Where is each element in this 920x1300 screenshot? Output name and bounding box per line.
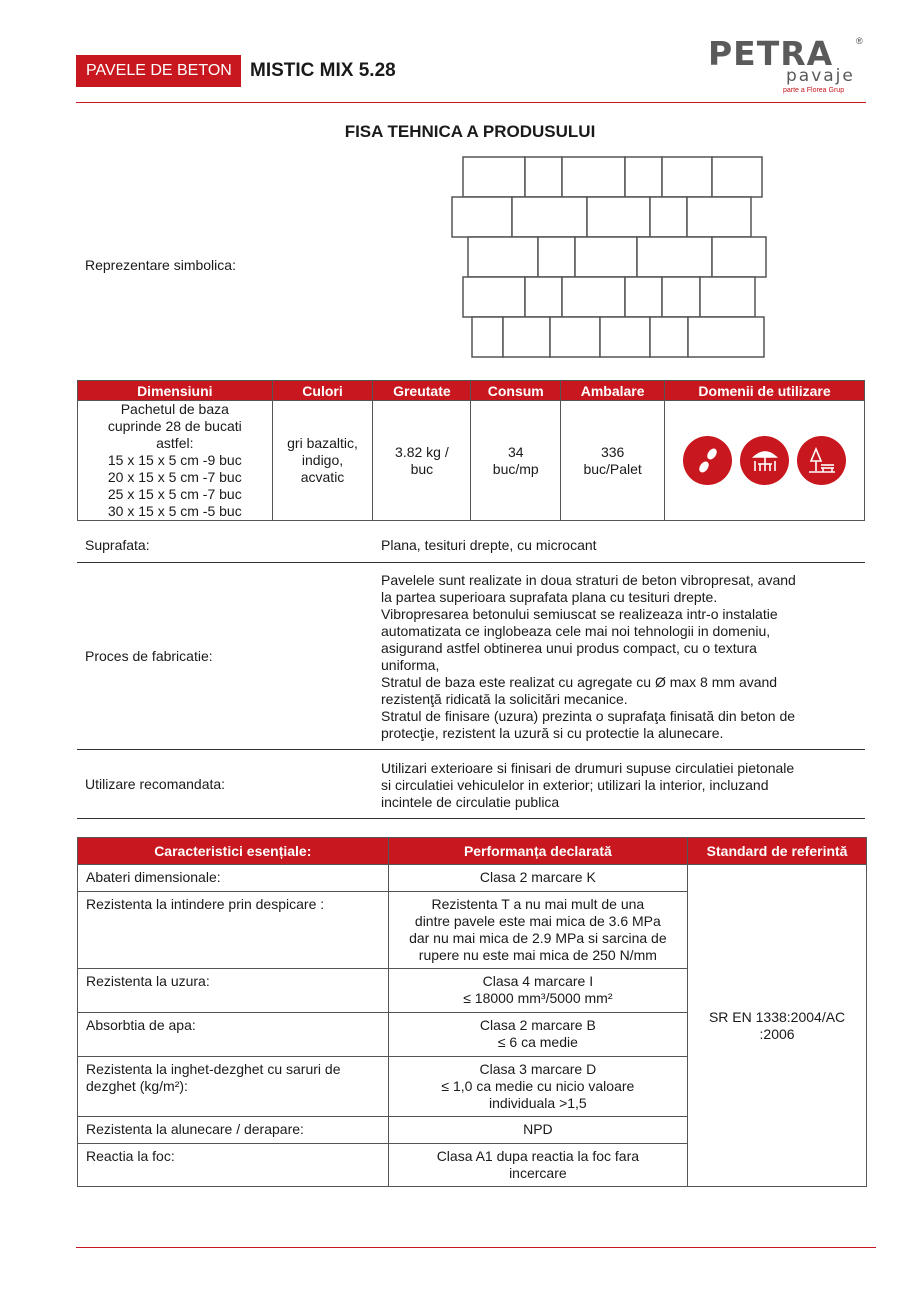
performance-text: rupere nu este mai mica de 250 N/mm bbox=[418, 947, 657, 963]
performance-text: individuala >1,5 bbox=[489, 1095, 587, 1111]
representation-label: Reprezentare simbolica: bbox=[85, 257, 236, 273]
logo-main-text: PETRA bbox=[708, 34, 834, 73]
weight-line: buc bbox=[410, 460, 434, 477]
surface-label: Suprafata: bbox=[85, 537, 150, 553]
product-model: MISTIC MIX 5.28 bbox=[250, 60, 396, 81]
performance-cell bbox=[388, 1013, 688, 1057]
color-line: gri bazaltic, bbox=[287, 435, 358, 451]
process-line: Stratul de finisare (uzura) prezinta o suprafaţa finisată din beton de bbox=[381, 708, 796, 724]
performance-text: ≤ 1,0 ca medie cu nicio valoare bbox=[441, 1078, 635, 1094]
performance-text: Clasa 2 marcare B bbox=[479, 1017, 596, 1033]
dim-line: cuprinde 28 de bucati bbox=[107, 418, 242, 434]
performance-text: Clasa 3 marcare D bbox=[479, 1061, 597, 1077]
logo-tagline: parte a Florea Grup bbox=[783, 87, 845, 94]
table-row bbox=[78, 865, 867, 892]
footsteps-icon bbox=[683, 436, 732, 485]
cell-ambalare bbox=[561, 401, 665, 521]
characteristic-cell bbox=[78, 892, 389, 969]
characteristic-cell bbox=[78, 1013, 389, 1057]
process-line: automatizata ce inglobeaza cele mai noi tehnologii in domeniu, bbox=[381, 623, 771, 639]
standard-text: :2006 bbox=[759, 1025, 795, 1042]
category-label: PAVELE DE BETON bbox=[76, 55, 241, 87]
color-line: indigo, bbox=[301, 452, 344, 468]
header-caracteristici: Caracteristici esențiale: bbox=[78, 838, 389, 865]
consumption-line: buc/mp bbox=[492, 460, 539, 477]
dim-line: Pachetul de baza bbox=[120, 401, 229, 417]
characteristic-text: Absorbtia de apa: bbox=[86, 1017, 196, 1033]
footer-divider bbox=[76, 1247, 876, 1248]
header-standard: Standard de referintă bbox=[688, 838, 867, 865]
header-ambalare: Ambalare bbox=[561, 381, 665, 401]
weight-line: 3.82 kg / bbox=[395, 443, 449, 460]
process-label: Proces de fabricatie: bbox=[85, 648, 213, 664]
performance-text: NPD bbox=[523, 1121, 553, 1137]
packaging-line: 336 bbox=[600, 443, 625, 460]
standard-text: SR EN 1338:2004/AC bbox=[708, 1008, 846, 1025]
brand-logo bbox=[708, 36, 868, 100]
header-performanta: Performanța declarată bbox=[388, 838, 688, 865]
characteristic-text: Reactia la foc: bbox=[86, 1148, 175, 1164]
characteristic-text: Abateri dimensionale: bbox=[86, 869, 221, 885]
surface-text: Plana, tesituri drepte, cu microcant bbox=[381, 537, 597, 553]
spec-table bbox=[77, 380, 865, 521]
performance-text: incercare bbox=[509, 1165, 567, 1181]
header-dimensiuni: Dimensiuni bbox=[78, 381, 273, 401]
header-culori: Culori bbox=[272, 381, 373, 401]
usage-label: Utilizare recomandata: bbox=[85, 776, 226, 792]
usage-text bbox=[381, 760, 866, 811]
dim-line: 25 x 15 x 5 cm -7 buc bbox=[107, 486, 242, 502]
performance-text: ≤ 18000 mm³/5000 mm² bbox=[463, 990, 613, 1006]
performance-text: Clasa A1 dupa reactia la foc fara bbox=[436, 1148, 640, 1164]
spec-table-row bbox=[78, 401, 865, 521]
performance-text: Clasa 2 marcare K bbox=[479, 869, 596, 885]
performance-table bbox=[77, 837, 867, 1187]
performance-cell bbox=[388, 1144, 688, 1187]
characteristic-text: Rezistenta la alunecare / derapare: bbox=[86, 1121, 304, 1137]
process-line: protecţie, rezistent la uzură si cu protectie la alunecare. bbox=[381, 725, 724, 741]
characteristic-text: dezghet (kg/m²): bbox=[86, 1078, 188, 1094]
logo-sub-text: pavaje bbox=[786, 66, 855, 86]
standard-cell bbox=[688, 865, 867, 1187]
header-domenii: Domenii de utilizare bbox=[665, 381, 865, 401]
performance-cell bbox=[388, 892, 688, 969]
color-line: acvatic bbox=[300, 469, 345, 485]
performance-text: Rezistenta T a nu mai mult de una bbox=[431, 896, 645, 912]
cell-greutate bbox=[373, 401, 471, 521]
performance-text: Clasa 4 marcare I bbox=[482, 973, 594, 989]
characteristic-cell bbox=[78, 969, 389, 1013]
process-line: Pavelele sunt realizate in doua straturi de beton vibropresat, avand bbox=[381, 572, 796, 588]
paver-pattern-illustration bbox=[450, 155, 770, 360]
characteristic-text: Rezistenta la uzura: bbox=[86, 973, 210, 989]
characteristic-cell bbox=[78, 865, 389, 892]
section-divider bbox=[77, 818, 865, 819]
process-text bbox=[381, 572, 866, 742]
performance-text: dar nu mai mica de 2.9 MPa si sarcina de bbox=[409, 930, 667, 946]
spec-table-header bbox=[78, 381, 865, 401]
performance-text: ≤ 6 ca medie bbox=[497, 1034, 578, 1050]
consumption-line: 34 bbox=[507, 443, 524, 460]
usage-line: Utilizari exterioare si finisari de drumuri supuse circulatiei pietonale bbox=[381, 760, 795, 776]
characteristic-text: Rezistenta la inghet-dezghet cu saruri de bbox=[86, 1061, 341, 1077]
header-consum: Consum bbox=[471, 381, 561, 401]
cell-culori bbox=[272, 401, 373, 521]
dim-line: 20 x 15 x 5 cm -7 buc bbox=[107, 469, 242, 485]
performance-cell bbox=[388, 1117, 688, 1144]
packaging-line: buc/Palet bbox=[583, 460, 642, 477]
performance-text: dintre pavele este mai mica de 3.6 MPa bbox=[414, 913, 661, 929]
process-line: uniforma, bbox=[381, 657, 440, 673]
terrace-icon bbox=[740, 436, 789, 485]
characteristic-cell bbox=[78, 1144, 389, 1187]
section-divider bbox=[77, 562, 865, 563]
process-line: asigurand astfel obtinerea unui produs compact, cu o textura bbox=[381, 640, 757, 656]
characteristic-cell bbox=[78, 1117, 389, 1144]
dim-line: 30 x 15 x 5 cm -5 buc bbox=[107, 503, 242, 519]
process-line: la partea superioara suprafata plana cu tesituri drepte. bbox=[381, 589, 718, 605]
performance-cell bbox=[388, 1057, 688, 1117]
performance-table-header bbox=[78, 838, 867, 865]
cell-dimensiuni bbox=[78, 401, 273, 521]
dim-line: 15 x 15 x 5 cm -9 buc bbox=[107, 452, 242, 468]
cell-domenii bbox=[665, 401, 865, 521]
park-icon bbox=[797, 436, 846, 485]
characteristic-cell bbox=[78, 1057, 389, 1117]
characteristic-text: Rezistenta la intindere prin despicare : bbox=[86, 896, 325, 912]
performance-cell bbox=[388, 865, 688, 892]
header-greutate: Greutate bbox=[373, 381, 471, 401]
process-line: Stratul de baza este realizat cu agregate cu Ø max 8 mm avand bbox=[381, 674, 778, 690]
page-title: FISA TEHNICA A PRODUSULUI bbox=[344, 122, 596, 141]
process-line: rezistenţă ridicată la solicitări mecanice. bbox=[381, 691, 628, 707]
logo-registered-mark: ® bbox=[856, 36, 863, 46]
usage-line: si circulatiei vehiculelor in exterior; utilizari la interior, incluzand bbox=[381, 777, 769, 793]
header-divider bbox=[76, 102, 866, 103]
cell-consum bbox=[471, 401, 561, 521]
performance-cell bbox=[388, 969, 688, 1013]
usage-line: incintele de circulatie publica bbox=[381, 794, 560, 810]
section-divider bbox=[77, 749, 865, 750]
dim-line: astfel: bbox=[156, 435, 194, 451]
process-line: Vibropresarea betonului semiuscat se realizeaza intr-o instalatie bbox=[381, 606, 778, 622]
